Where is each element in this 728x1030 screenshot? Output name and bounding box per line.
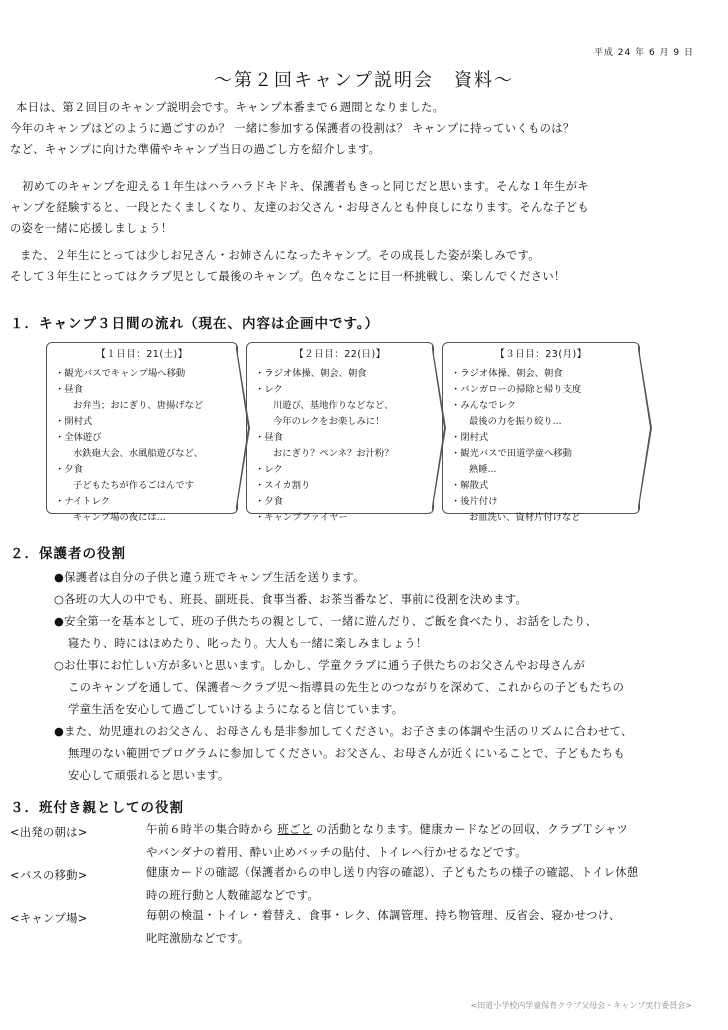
day-2-box — [246, 342, 434, 523]
schedule-item: ・夕食 — [55, 464, 83, 475]
role-label: <バスの移動> — [10, 869, 88, 882]
document-date: 平成 24 年 6 月 9 日 — [593, 48, 694, 58]
schedule-item: ・バンガローの掃除と帰り支度 — [451, 384, 582, 395]
intro-line: 今年のキャンプはどのように過ごすのか？ 一緒に参加する保護者の役割は？ キャンプに持っていくものは？ — [10, 122, 575, 135]
role-text — [146, 819, 628, 840]
schedule-item: ・ラジオ体操、朝会、朝食 — [255, 368, 367, 379]
day-1-box — [46, 342, 238, 523]
guardian-line: 学童生活を安心して過ごしていけるようになると信じています。 — [68, 703, 404, 716]
section-heading-group-parent: ３．班付き親としての役割 — [10, 800, 184, 816]
schedule-item: ・ラジオ体操、朝会、朝食 — [451, 368, 563, 379]
schedule-detail: 子どもたちが作るごはんです — [73, 480, 194, 491]
schedule-item: ・レク — [255, 384, 283, 395]
guardian-line: 寝たり、時にはほめたり、叱ったり。大人も一緒に楽しみましょう！ — [68, 637, 428, 650]
intro-line: また、２年生にとっては少しお兄さん・お姉さんになったキャンプ。その成長した姿が楽しみです。 — [20, 249, 540, 262]
schedule-detail: 今年のレクをお楽しみに！ — [273, 416, 385, 427]
schedule-item: ・解散式 — [451, 480, 489, 491]
schedule-detail: お弁当；おにぎり、唐揚げなど — [73, 400, 204, 411]
guardian-line: 安心して頑張れると思います。 — [68, 769, 230, 782]
day-1-list — [55, 366, 203, 526]
role-text-part: の活動となります。健康カードなどの回収、クラブＴシャツ — [312, 823, 629, 836]
schedule-detail: 水鉄砲大会、水風船遊びなど、 — [73, 448, 204, 459]
schedule-item: ・レク — [255, 464, 283, 475]
guardian-line: 無理のない範囲でプログラムに参加してください。お父さん、お母さんが近くにいることで、子どもたちも — [68, 747, 625, 760]
schedule-item: ・後片付け — [451, 496, 498, 507]
day-3-title: 【３日目：23(月)】 — [495, 349, 587, 360]
guardian-line: ●また、幼児連れのお父さん、お母さんも是非参加してください。お子さまの体調や生活のリズムに合わせて、 — [54, 725, 633, 738]
role-text: やバンダナの着用、酔い止めバッチの貼付、トイレへ行かせるなどです。 — [146, 846, 527, 859]
schedule-detail: キャンプ場の夜には... — [73, 512, 166, 523]
arrow-icon — [638, 342, 652, 514]
schedule-item: ・昼食 — [255, 432, 283, 443]
schedule-detail: 熟睡... — [469, 464, 497, 475]
schedule-item: ・ナイトレク — [55, 496, 110, 507]
guardian-line: ●保護者は自分の子供と違う班でキャンプ生活を送ります。 — [54, 571, 365, 584]
page-title: ～第２回キャンプ説明会 資料～ — [214, 70, 514, 91]
role-text: 時の班行動と人数確認などです。 — [146, 889, 320, 902]
schedule-item: ・夕食 — [255, 496, 283, 507]
schedule-item: ・開村式 — [55, 416, 93, 427]
schedule-item: ・キャンプファイヤー — [255, 512, 348, 523]
section-heading-schedule: １．キャンプ３日間の流れ（現在、内容は企画中です。） — [10, 316, 380, 332]
intro-line: そして３年生にとってはクラブ児として最後のキャンプ。色々なことに目一杯挑戦し、楽しんでください！ — [10, 270, 566, 283]
intro-line: 本日は、第２回目のキャンプ説明会です。キャンプ本番まで６週間となりました。 — [16, 101, 445, 114]
schedule-item: ・全体遊び — [55, 432, 102, 443]
guardian-line: ○お仕事にお忙しい方が多いと思います。しかし、学童クラブに通う子供たちのお父さんやお母さんが — [54, 659, 586, 672]
schedule-item: ・観光バスでキャンプ場へ移動 — [55, 368, 186, 379]
schedule-item: ・観光バスで田道学童へ移動 — [451, 448, 572, 459]
role-text-underline: 班ごと — [277, 823, 313, 836]
guardian-line: このキャンプを通して、保護者～クラブ児～指導員の先生とのつながりを深めて、これからの子どもたちの — [68, 681, 625, 694]
schedule-detail: 最後の力を振り絞り... — [469, 416, 562, 427]
day-2-title: 【２日目：22(日)】 — [294, 349, 386, 360]
guardian-line: ○各班の大人の中でも、班長、副班長、食事当番、お茶当番など、事前に役割を決めます。 — [54, 593, 528, 606]
day-3-box — [442, 342, 640, 523]
day-1-title: 【１日目：21(土)】 — [96, 349, 188, 360]
day-3-list — [451, 366, 581, 526]
day-2-list — [255, 366, 394, 526]
role-text-part: 午前６時半の集合時から — [146, 823, 278, 836]
schedule-item: ・みんなでレク — [451, 400, 516, 411]
schedule-detail: 川遊び、基地作りなどなど、 — [273, 400, 394, 411]
footer-credit: <田道小学校内学童保育クラブ父母会・キャンプ実行委員会> — [470, 1001, 692, 1010]
section-heading-guardian-role: ２．保護者の役割 — [10, 546, 126, 562]
schedule-item: ・閉村式 — [451, 432, 489, 443]
role-text: 叱咤激励などです。 — [146, 932, 250, 945]
schedule-item: ・スイカ割り — [255, 480, 311, 491]
role-label: <キャンプ場> — [10, 912, 88, 925]
schedule-detail: お皿洗い、資材片付けなど — [469, 512, 581, 523]
schedule-item: ・昼食 — [55, 384, 83, 395]
role-label: <出発の朝は> — [10, 826, 88, 839]
intro-line: ャンプを経験すると、一段とたくましくなり、友達のお父さん・お母さんとも仲良しになります。そんな子ども — [10, 201, 589, 214]
schedule-detail: おにぎり？ペンネ？お汁粉？ — [273, 448, 394, 459]
intro-line: など、キャンプに向けた準備やキャンプ当日の過ごし方を紹介します。 — [10, 143, 381, 156]
intro-line: 初めてのキャンプを迎える１年生はハラハラドキドキ、保護者もきっと同じだと思います。そんな１年生がキ — [22, 180, 589, 193]
role-text: 毎朝の検温・トイレ・着替え、食事・レク、体調管理、持ち物管理、反省会、寝かせつけ、 — [146, 909, 621, 922]
guardian-line: ●安全第一を基本として、班の子供たちの親として、一緒に遊んだり、ご飯を食べたり、お話をしたり、 — [54, 615, 598, 628]
intro-line: の姿を一緒に応援しましょう！ — [10, 222, 173, 235]
role-text: 健康カードの確認（保護者からの申し送り内容の確認）、子どもたちの様子の確認、トイレ休憩 — [146, 866, 639, 879]
